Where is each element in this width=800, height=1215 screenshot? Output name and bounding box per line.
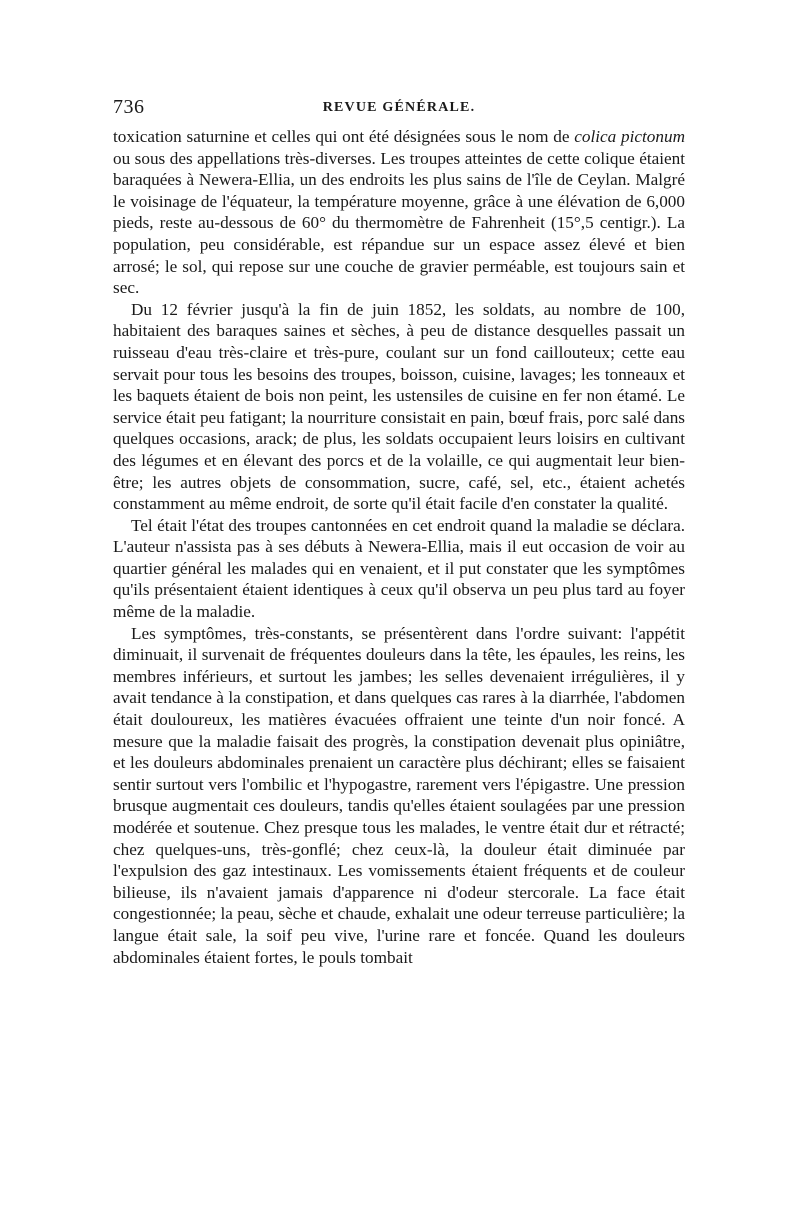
- page-number: 736: [113, 96, 145, 118]
- paragraph: Du 12 février jusqu'à la fin de juin 1852, les soldats, au nombre de 100, habitaient des baraques saines et sèches, à peu de distance desquelles passait un ruisseau d'eau très-claire et très-pure, coulant sur un fond caillouteux; cette eau servait pour tous les besoins des troupes, boisson, cuisine, lavages; les tonneaux et les baquets étaient de bois non peint, les ustensiles de cuisine en fer non étamé. Le service était peu fatigant; la nourriture consistait en pain, bœuf frais, porc salé dans quelques occasions, arack; de plus, les soldats occupaient leurs loisirs en cultivant des légumes et en élevant des porcs et de la volaille, ce qui augmentait leur bien-être; les autres objets de consommation, sucre, café, sel, etc., étaient achetés constamment au même endroit, de sorte qu'il était facile d'en constater la qualité.: [113, 299, 685, 514]
- running-head: [113, 96, 685, 126]
- book-page: [113, 96, 685, 968]
- paragraph: Tel était l'état des troupes cantonnées en cet endroit quand la maladie se déclara. L'auteur n'assista pas à ses débuts à Newera-Ellia, mais il eut occasion de voir au quartier général les malades qui en venaient, et il put constater que les symptômes qu'ils présentaient étaient identiques à ceux qu'il observa un peu plus tard au foyer même de la maladie.: [113, 515, 685, 622]
- running-title: REVUE GÉNÉRALE.: [322, 100, 476, 115]
- paragraph-text: ou sous des appellations très-diverses. Les troupes atteintes de cette colique étaient baraquées à Newera-Ellia, un des endroits les plus sains de l'île de Ceylan. Malgré le voisinage de l'équateur, la température moyenne, grâce à une élévation de 6,000 pieds, reste au-dessous de 60° du thermomètre de Fahrenheit (15°,5 centigr.). La population, peu considérable, est répandue sur un espace assez élevé et bien arrosé; le sol, qui repose sur une couche de gravier perméable, est toujours sain et sec.: [113, 148, 685, 298]
- paragraph: Les symptômes, très-constants, se présentèrent dans l'ordre suivant: l'appétit diminuait, il survenait de fréquentes douleurs dans la tête, les épaules, les reins, les membres inférieurs, et surtout les jambes; les selles devenaient irrégulières, il y avait tendance à la constipation, et dans quelques cas rares à la diarrhée, l'abdomen était douloureux, les matières évacuées offraient une teinte d'un noir foncé. A mesure que la maladie faisait des progrès, la constipation devenait plus opiniâtre, et les douleurs abdominales prenaient un caractère plus déchirant; elles se faisaient sentir surtout vers l'ombilic et l'hypogastre, rarement vers l'épigastre. Une pression brusque augmentait ces douleurs, tandis qu'elles étaient soulagées par une pression modérée et soutenue. Chez presque tous les malades, le ventre était dur et rétracté; chez quelques-uns, très-gonflé; chez ceux-là, la douleur était diminuée par l'expulsion des gaz intestinaux. Les vomissements étaient fréquents et de couleur bilieuse, ils n'avaient jamais d'apparence ni d'odeur stercorale. La face était congestionnée; la peau, sèche et chaude, exhalait une odeur terreuse particulière; la langue était sale, la soif peu vive, l'urine rare et foncée. Quand les douleurs abdominales étaient fortes, le pouls tombait: [113, 623, 685, 967]
- paragraph-text: toxication saturnine et celles qui ont été désignées sous le nom de: [113, 127, 575, 146]
- body-text: [113, 126, 685, 968]
- latin-term: colica pictonum: [574, 127, 685, 146]
- paragraph-continuation: [113, 126, 685, 299]
